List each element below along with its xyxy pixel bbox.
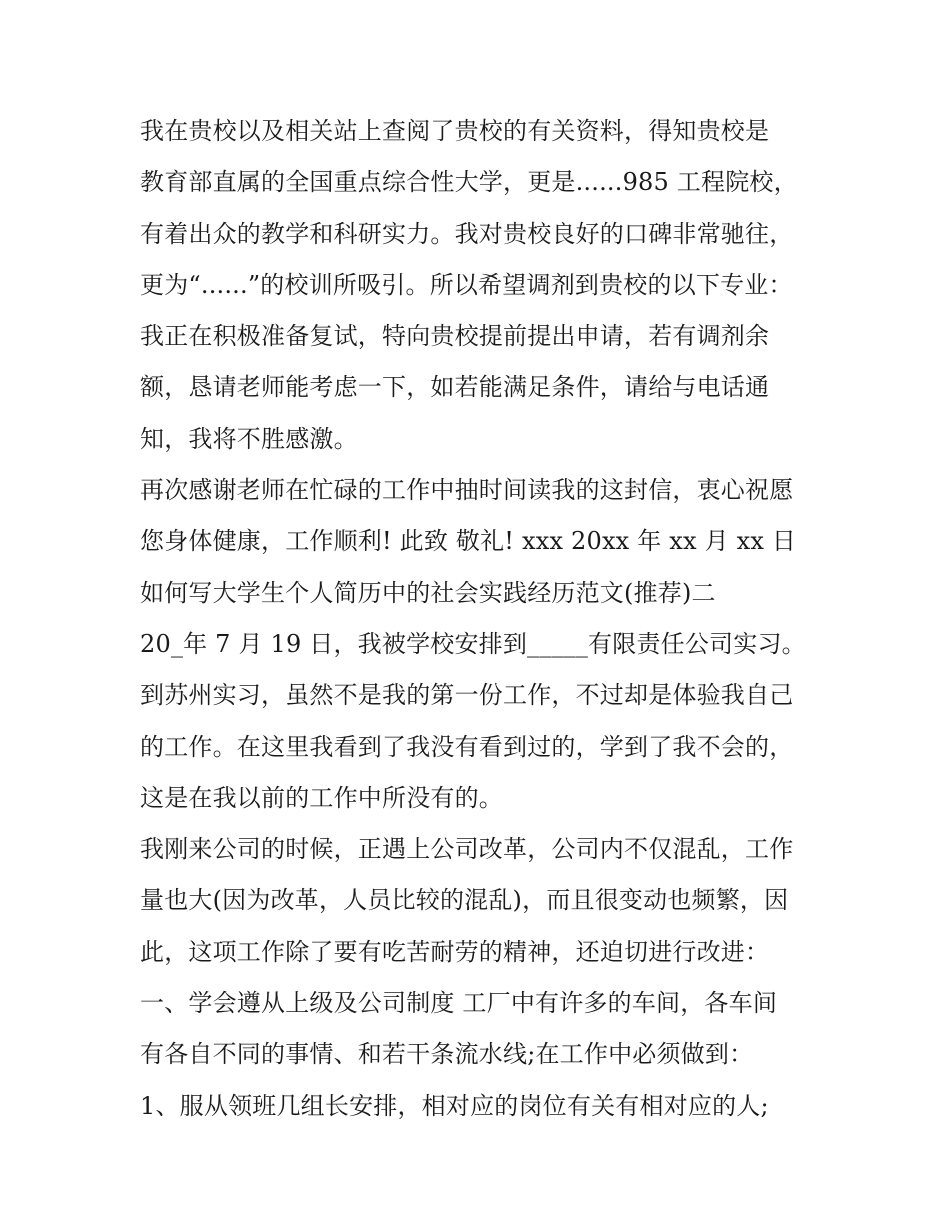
text-line: 额，恳请老师能考虑一下，如若能满足条件，请给与电话通: [140, 373, 770, 402]
text-line: 的工作。在这里我看到了我没有看到过的，学到了我不会的，: [140, 732, 794, 761]
text-line: 此，这项工作除了要有吃苦耐劳的精神，还迫切进行改进：: [140, 937, 770, 966]
text-line: 有着出众的教学和科研实力。我对贵校良好的口碑非常驰往，: [140, 219, 794, 248]
text-line: 20_年 7 月 19 日，我被学校安排到_____有限责任公司实习。: [140, 629, 806, 658]
text-line: 1、服从领班几组长安排，相对应的岗位有关有相对应的人;: [140, 1091, 769, 1120]
text-line: 知，我将不胜感激。: [140, 424, 358, 453]
text-line: 一、学会遵从上级及公司制度 工厂中有许多的车间，各车间: [140, 989, 778, 1018]
text-line: 您身体健康，工作顺利! 此致 敬礼! xxx 20xx 年 xx 月 xx 日: [140, 527, 797, 556]
text-line: 教育部直属的全国重点综合性大学，更是......985 工程院校，: [140, 168, 798, 197]
text-line: 这是在我以前的工作中所没有的。: [140, 783, 503, 812]
text-line: 我在贵校以及相关站上查阅了贵校的有关资料，得知贵校是: [140, 117, 770, 145]
text-line: 更为“......”的校训所吸引。所以希望调剂到贵校的以下专业：: [140, 270, 793, 299]
text-line: 量也大(因为改革，人员比较的混乱)，而且很变动也频繁，因: [140, 886, 789, 915]
text-line: 到苏州实习，虽然不是我的第一份工作，不过却是体验我自己: [140, 681, 794, 710]
text-line: 有各自不同的事情、和若干条流水线;在工作中必须做到：: [140, 1040, 754, 1069]
text-line: 我刚来公司的时候，正遇上公司改革，公司内不仅混乱，工作: [140, 835, 794, 864]
body-text: [140, 106, 830, 1132]
text-line: 再次感谢老师在忙碌的工作中抽时间读我的这封信，衷心祝愿: [140, 476, 794, 505]
text-line: 我正在积极准备复试，特向贵校提前提出申请，若有调剂余: [140, 322, 770, 351]
section-heading: 如何写大学生个人简历中的社会实践经历范文(推荐)二: [140, 578, 716, 607]
